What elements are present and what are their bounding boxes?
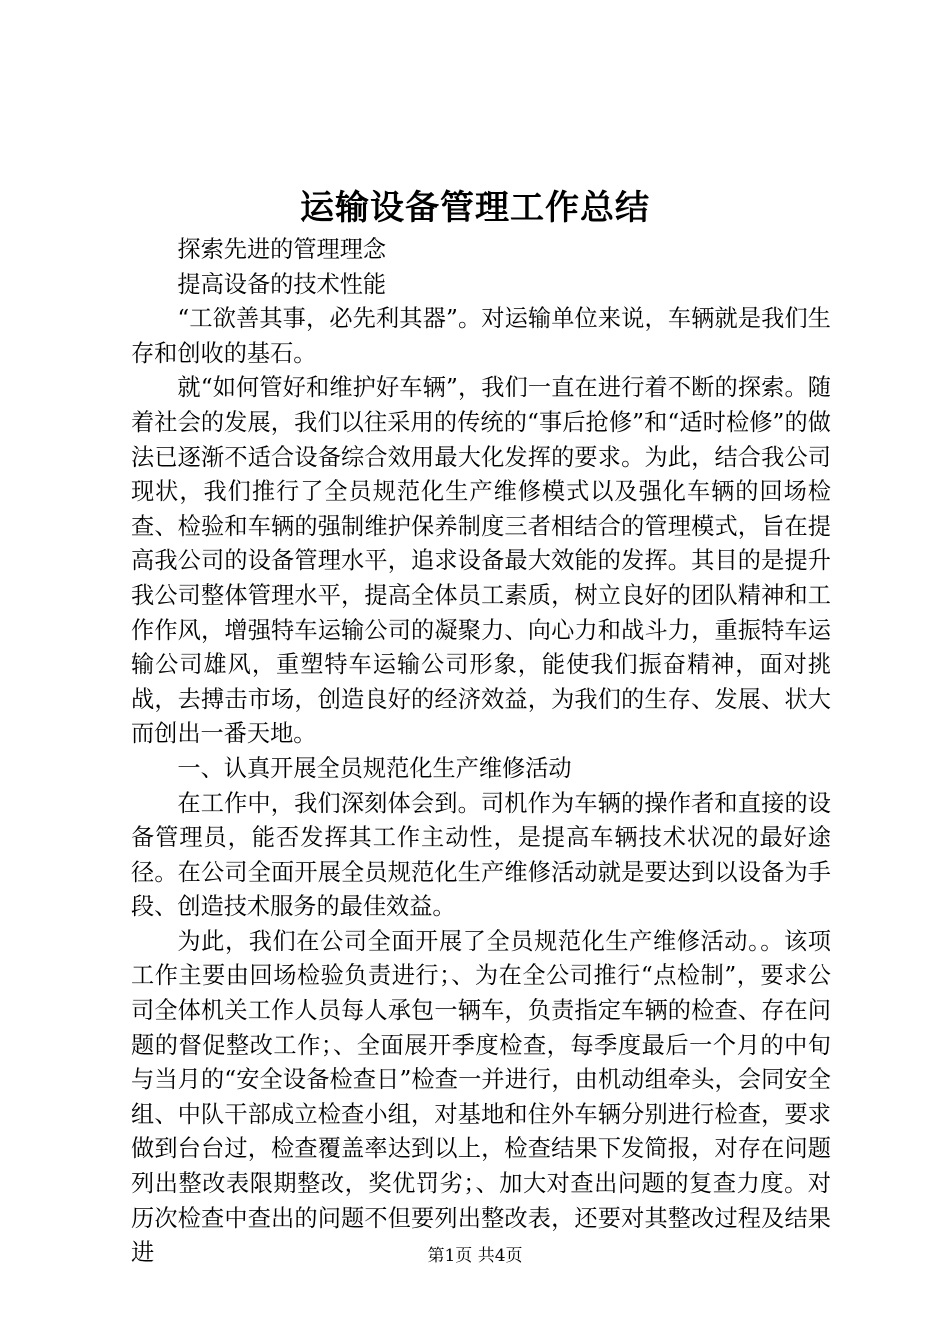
body-paragraph: 提高设备的技术性能 — [177, 270, 387, 298]
body-paragraph: 在工作中，我们深刻体会到。司机作为车辆的操作者和直接的设备管理员，能否发挥其工作主动性，是提高车辆技术状况的最好途径。在公司全面开展全员规范化生产维修活动就是要达到以设备为手段、创造技术服务的最佳效益。 — [131, 789, 831, 921]
body-paragraph: “工欲善其事，必先利其器”。对运输单位来说，车辆就是我们生存和创收的基石。 — [131, 305, 831, 367]
document-body — [131, 233, 831, 1271]
document-title: 运输设备管理工作总结 — [300, 188, 650, 228]
section-heading: 一、认真开展全员规范化生产维修活动 — [177, 754, 572, 782]
body-paragraph: 探索先进的管理理念 — [177, 236, 387, 263]
body-paragraph: 为此，我们在公司全面开展了全员规范化生产维修活动。。该项工作主要由回场检验负责进行；、为在全公司推行“点检制”，要求公司全体机关工作人员每人承包一辆车，负责指定车辆的检查、存在问题的督促整改工作；、全面展开季度检查，每季度最后一个月的中旬与当月的“安全设备检查日”检查一并进行，由机动组牵头，会同安全组、中队干部成立检查小组，对基地和住外车辆分别进行检查，要求做到台台过，检查覆盖率达到以上，检查结果下发简报，对存在问题列出整改表限期整改，奖优罚劣；、加大对查出问题的复查力度。对历次检查中查出的问题不但要列出整改表，还要对其整改过程及结果进 — [131, 927, 831, 1267]
page-footer: 第1页 共4页 — [427, 1246, 523, 1266]
body-paragraph: 就“如何管好和维护好车辆”，我们一直在进行着不断的探索。随着社会的发展，我们以往采用的传统的“事后抢修”和“适时检修”的做法已逐渐不适合设备综合效用最大化发挥的要求。为此，结合我公司现状，我们推行了全员规范化生产维修模式以及强化车辆的回场检查、检验和车辆的强制维护保养制度三者相结合的管理模式，旨在提高我公司的设备管理水平，追求设备最大效能的发挥。其目的是提升我公司整体管理水平，提高全体员工素质，树立良好的团队精神和工作作风，增强特车运输公司的凝聚力、向心力和战斗力，重振特车运输公司雄风，重塑特车运输公司形象，能使我们振奋精神，面对挑战，去搏击市场，创造良好的经济效益，为我们的生存、发展、状大而创出一番天地。 — [131, 374, 831, 748]
